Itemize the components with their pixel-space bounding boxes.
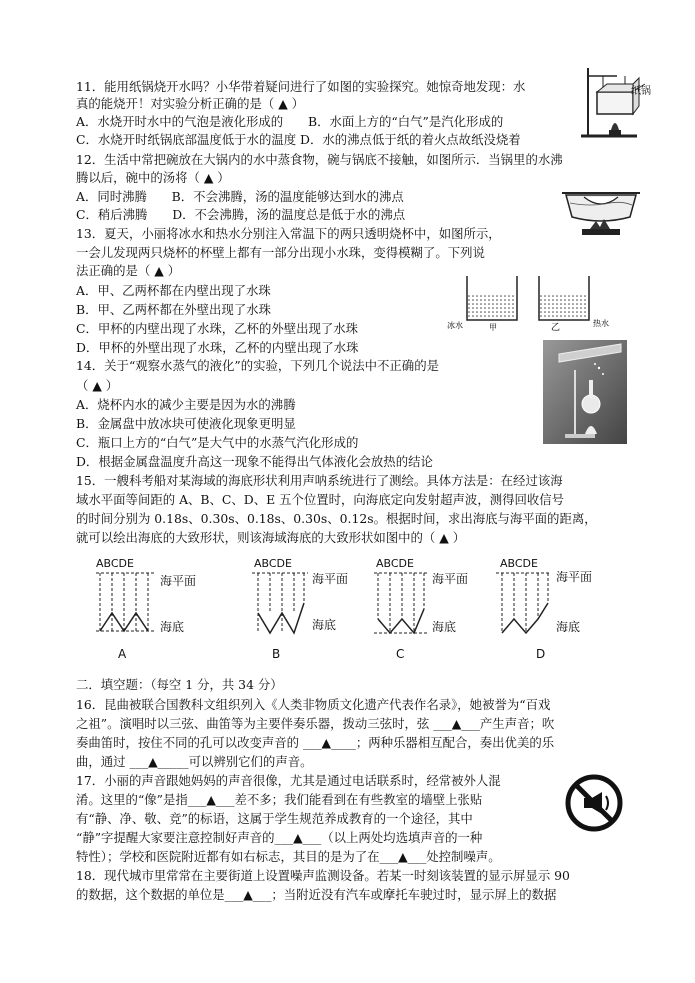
q16-line4: 曲，通过 ___▲_____可以辨别它们的声音。 (76, 754, 313, 769)
q17-line3: 有“静、净、敬、竞”的标语，这属于学生规范养成教育的一个途径，其中 (76, 811, 473, 826)
q15-c-points-label: ABCDE (376, 557, 414, 570)
q15-line3: 的时间分别为 0.18s、0.30s、0.18s、0.30s、0.12s。根据时间，求出海底与海平面的距离， (76, 511, 597, 526)
q11-line1: 11．能用纸锅烧开水吗？小华带着疑问进行了如图的实验探究。她惊奇地发现：水 (76, 79, 526, 94)
q15-a-points-label: ABCDE (96, 557, 134, 570)
q14-option-c: C．瓶口上方的“白气”是大气中的水蒸气汽化形成的 (76, 435, 359, 450)
q15-b-sea-floor: 海底 (312, 618, 337, 632)
q15-c-sea-level: 海平面 (432, 572, 469, 586)
q15-d-points-label: ABCDE (500, 557, 538, 570)
q13-figure-beakers (443, 270, 625, 332)
q14-figure-flask-photo (543, 340, 627, 444)
q12-line2: 腾以后，碗中的汤将（ ▲ ） (76, 170, 230, 185)
q13-line3: 法正确的是（ ▲ ） (76, 263, 181, 278)
no-horn-sign-icon (564, 772, 624, 834)
q13-line1: 13．夏天，小丽将冰水和热水分别注入常温下的两只透明烧杯中，如图所示， (76, 226, 501, 241)
q12-option-ab: A．同时沸腾 B．不会沸腾，汤的温度能够达到水的沸点 (76, 189, 404, 204)
q12-figure-steam-pot (560, 183, 642, 239)
q15-figure-seafloor-options (76, 553, 636, 663)
q11-option-ab: A．水烧开时水中的气泡是液化形成的 B．水面上方的“白气”是汽化形成的 (76, 114, 504, 129)
q15-a-label: A (118, 647, 127, 661)
q15-a-sea-level: 海平面 (160, 574, 197, 588)
q13-option-c: C．甲杯的内壁出现了水珠，乙杯的外壁出现了水珠 (76, 321, 359, 336)
q15-c-sea-floor: 海底 (432, 620, 457, 634)
q15-b-label: B (272, 647, 281, 661)
q13-beaker-jia-label: 甲 (489, 323, 497, 332)
q13-option-d: D．甲杯的外壁出现了水珠，乙杯的内壁出现了水珠 (76, 340, 359, 355)
q17-line5: 特性）；学校和医院附近都有如右标志，其目的是为了在___▲___处控制噪声。 (76, 849, 501, 864)
q15-a-sea-floor: 海底 (160, 620, 185, 634)
q16-line1: 16．昆曲被联合国教科文组织列入《人类非物质文化遗产代表作名录》，她被誉为“百戏 (76, 697, 551, 712)
q15-option-c-diagram (374, 557, 468, 661)
q12-line1: 12．生活中常把碗放在大锅内的水中蒸食物，碗与锅底不接触，如图所示．当锅里的水沸 (76, 152, 563, 167)
q15-b-points-label: ABCDE (254, 557, 292, 570)
q11-line2: 真的能烧开！对实验分析正确的是（ ▲ ） (76, 96, 305, 111)
q13-beaker-yi-label: 乙 (551, 323, 561, 332)
q14-option-a: A．烧杯内水的减少主要是因为水的沸腾 (76, 397, 296, 412)
q14-option-d: D．根据金属盘温度升高这一现象不能得出气体液化会放热的结论 (76, 454, 433, 469)
q15-d-sea-floor: 海底 (556, 620, 581, 634)
q13-hot-water-label: 热水 (593, 319, 609, 328)
q11-figure-label: 纸锅 (631, 86, 651, 97)
q15-line4: 就可以绘出海底的大致形状，则该海域海底的大致形状如图中的（ ▲ ） (76, 530, 466, 545)
q13-option-b: B．甲、乙两杯都在外壁出现了水珠 (76, 302, 271, 317)
q11-option-cd: C．水烧开时纸锅底部温度低于水的温度 D．水的沸点低于纸的着火点故纸没烧着 (76, 132, 521, 147)
q17-line2: 淆。这里的“像”是指___▲___差不多；我们能看到在有些教室的墙壁上张贴 (76, 792, 483, 807)
q14-option-b: B．金属盘中放冰块可使液化现象更明显 (76, 416, 296, 431)
q13-option-a: A．甲、乙两杯都在内壁出现了水珠 (76, 283, 271, 298)
q17-line1: 17．小丽的声音跟她妈妈的声音很像，尤其是通过电话联系时，经常被外人混 (76, 773, 501, 788)
q15-option-b-diagram (252, 557, 348, 661)
q12-option-cd: C．稍后沸腾 D．不会沸腾，汤的温度总是低于水的沸点 (76, 207, 406, 222)
q15-line1: 15．一艘科考船对某海域的海底形状利用声呐系统进行了测绘。具体方法是：在经过该海 (76, 473, 563, 488)
q18-line2: 的数据，这个数据的单位是___▲___；当附近没有汽车或摩托车驶过时，显示屏上的数据 (76, 887, 557, 902)
q13-line2: 一会儿发现两只烧杯的杯壁上都有一部分出现小水珠，变得模糊了。下列说 (76, 245, 485, 260)
q18-line1: 18．现代城市里常常在主要街道上设置噪声监测设备。若某一时刻该装置的显示屏显示 90 (76, 868, 570, 883)
q15-option-a-diagram (96, 557, 196, 661)
q14-line2: （ ▲ ） (76, 378, 119, 393)
q13-ice-water-label: 冰水 (447, 321, 463, 330)
q15-d-label: D (536, 647, 546, 661)
q16-line3: 奏曲笛时，按住不同的孔可以改变声音的 ___▲____；两种乐器相互配合，奏出优美的乐 (76, 735, 555, 750)
q15-b-sea-level: 海平面 (312, 572, 349, 586)
q15-c-label: C (396, 647, 405, 661)
q15-option-d-diagram (496, 557, 592, 661)
q11-figure-paper-pot (575, 62, 655, 140)
q15-d-sea-level: 海平面 (556, 570, 593, 584)
section-2-title: 二．填空题：（每空 1 分，共 34 分） (76, 677, 283, 692)
q14-line1: 14．关于“观察水蒸气的液化”的实验，下列几个说法中不正确的是 (76, 358, 439, 373)
q15-line2: 域水平面等间距的 A、B、C、D、E 五个位置时，向海底定向发射超声波，测得回收信号 (76, 492, 565, 507)
q16-line2: 之祖”。演唱时以三弦、曲笛等为主要伴奏乐器，拨动三弦时，弦 ___▲___产生声音；吹 (76, 716, 555, 731)
q17-line4: “静”字提醒大家要注意控制好声音的___▲___（以上两处均选填声音的一种 (76, 830, 483, 845)
